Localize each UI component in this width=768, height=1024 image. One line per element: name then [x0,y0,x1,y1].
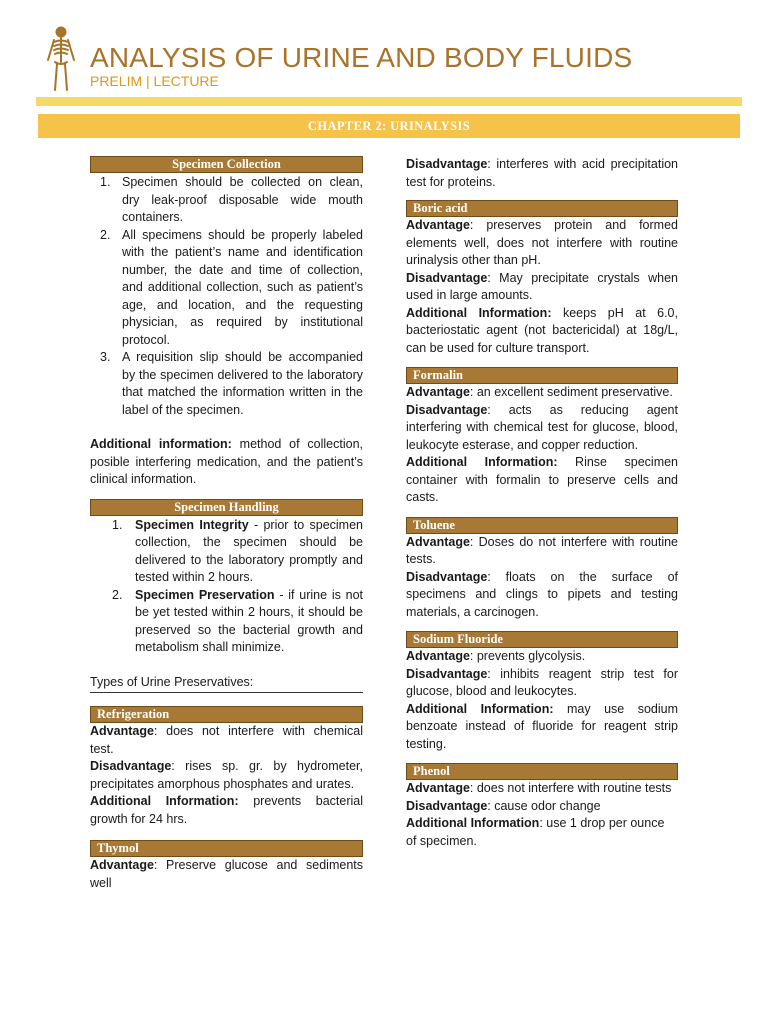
preservative-heading-refrigeration: Refrigeration [90,706,363,723]
document-subtitle: PRELIM | LECTURE [90,73,219,89]
thymol-advantage: Advantage: Preserve glucose and sediments well [90,858,363,890]
right-column [406,156,678,850]
skeleton-logo-icon [44,26,78,94]
list-item: 2. Specimen Preservation - if urine is not be yet tested within 2 hours, it should be preserved so the bacterial growth and metabolism shall minimize. [112,587,363,654]
preservative-heading-toluene: Toluene [406,517,678,534]
boric-acid-details: Advantage: preserves protein and formed elements well, does not interfere with routine urinalysis other than pH. Disadvantage: May precipitate crystals when used in large amounts. Additional Information: keeps pH at 6.0, bacteriostatic agent (not bactericidal) at 18g/L, can be used for culture transport. [406,218,678,355]
left-column [90,156,363,892]
refrigeration-details: Advantage: does not interfere with chemical test. Disadvantage: rises sp. gr. by hydrometer, precipitates amorphous phosphates and urates. Additional Information: prevents bacterial growth for 24 hrs. [90,724,363,826]
chapter-banner: CHAPTER 2: URINALYSIS [38,114,740,138]
list-item: 1. Specimen should be collected on clean, dry leak-proof disposable wide mouth containers. [100,175,363,224]
specimen-handling-list [90,517,363,657]
header-divider-bar [36,97,742,106]
list-item: 2. All specimens should be properly labeled with the patient’s name and identification number, the date and time of collection, and additional collection, such as patient’s age, and location, and the requesting physician, as required by institutional protocol. [100,227,363,347]
phenol-details: Advantage: does not interfere with routine tests Disadvantage: cause odor change Additional Information: use 1 drop per ounce of specimen. [406,781,672,848]
specimen-collection-list [90,174,363,419]
section-heading-specimen-collection: Specimen Collection [90,156,363,173]
sodium-fluoride-details: Advantage: prevents glycolysis. Disadvantage: inhibits reagent strip test for glucose, blood and leukocytes. Additional Information: may use sodium benzoate instead of fluoride for reagent strip testing. [406,649,679,751]
list-item: 3. A requisition slip should be accompanied by the specimen delivered to the laboratory that matched the information written in the label of the specimen. [100,350,363,417]
preservative-heading-thymol: Thymol [90,840,363,857]
additional-information-paragraph: Additional information: method of collection, posible interfering medication, and the patient’s clinical information. [90,437,364,486]
preservative-heading-phenol: Phenol [406,763,678,780]
toluene-details: Advantage: Doses do not interfere with routine tests. Disadvantage: floats on the surface of specimens and clings to pipets and testing materials, a carcinogen. [406,534,678,619]
document-title: ANALYSIS OF URINE AND BODY FLUIDS [90,42,633,73]
list-item: 1. Specimen Integrity - prior to specimen collection, the specimen should be delivered to the laboratory promptly and tested within 2 hours. [112,517,363,584]
formalin-details: Advantage: an excellent sediment preservative. Disadvantage: acts as reducing agent interfering with chemical test for glucose, blood, leukocyte esterase, and copper reduction. Additional Information: Rinse specimen container with formalin to preserve cells and casts. [406,385,679,504]
preservative-heading-sodium-fluoride: Sodium Fluoride [406,631,678,648]
thymol-disadvantage: Disadvantage: interferes with acid precipitation test for proteins. [406,157,678,189]
preservative-heading-formalin: Formalin [406,367,678,384]
preservative-heading-boric-acid: Boric acid [406,200,678,217]
preservatives-types-label: Types of Urine Preservatives: [90,674,363,694]
section-heading-specimen-handling: Specimen Handling [90,499,363,516]
